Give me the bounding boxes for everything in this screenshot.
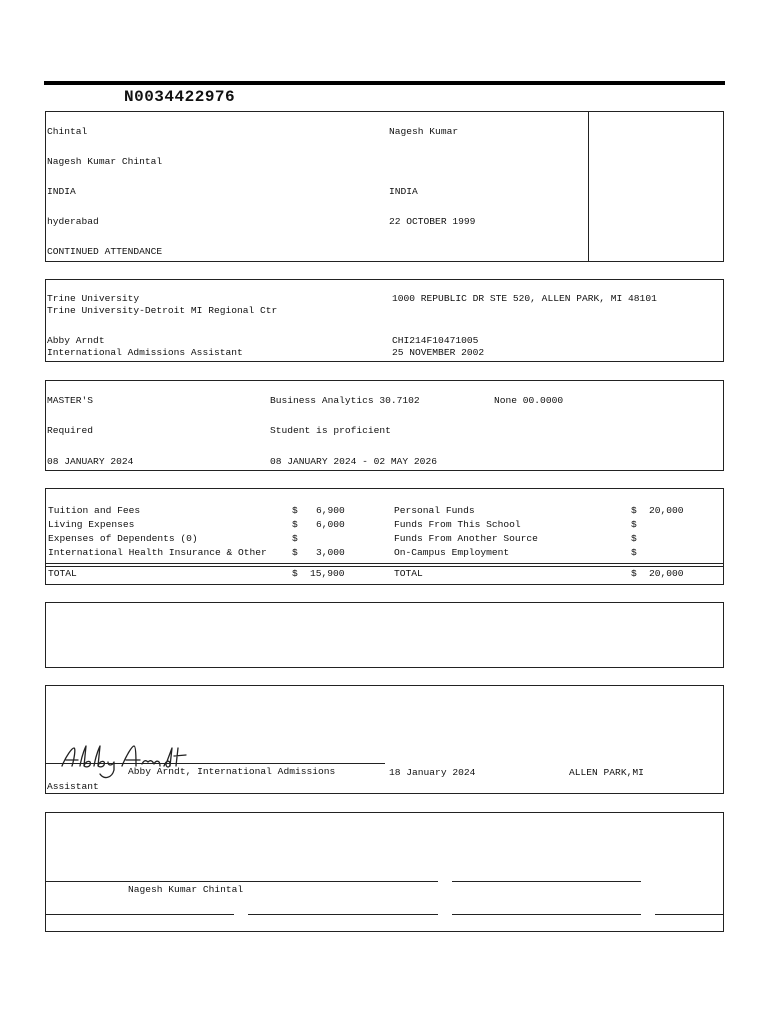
major-1: Business Analytics 30.7102 <box>270 395 420 406</box>
remarks-section <box>45 602 724 668</box>
program-dates: 08 JANUARY 2024 - 02 MAY 2026 <box>270 456 437 467</box>
expense-amount: 3,000 <box>316 547 345 558</box>
totals-rule-top <box>45 563 724 564</box>
school-name: Trine University <box>47 293 140 304</box>
funding-label: Funds From This School <box>394 519 521 530</box>
student-info-section <box>45 111 724 262</box>
country-of-birth: INDIA <box>47 186 76 197</box>
header-rule <box>44 81 725 85</box>
expense-amount: 6,000 <box>316 519 345 530</box>
funding-amount: 20,000 <box>649 505 684 516</box>
signer-title-continued: Assistant <box>47 781 99 792</box>
student-given-name: Nagesh Kumar <box>389 126 459 137</box>
dso-sign-place: ALLEN PARK,MI <box>569 767 644 778</box>
date-of-birth: 22 OCTOBER 1999 <box>389 216 476 227</box>
expense-currency: $ <box>292 533 298 544</box>
expense-currency: $ <box>292 519 298 530</box>
student-printed-name: Nagesh Kumar Chintal <box>128 884 244 895</box>
expense-currency: $ <box>292 547 298 558</box>
funding-currency: $ <box>631 505 637 516</box>
funding-label: On-Campus Employment <box>394 547 510 558</box>
parent-date-line <box>452 914 641 915</box>
dso-signature-line <box>45 763 385 764</box>
totals-rule-bottom <box>45 566 724 567</box>
expense-label: Tuition and Fees <box>48 505 141 516</box>
funding-total-amount: 20,000 <box>649 568 684 579</box>
major-2: None 00.0000 <box>494 395 564 406</box>
expenses-total-label: TOTAL <box>48 568 77 579</box>
parent-extra-line <box>655 914 724 915</box>
funding-total-currency: $ <box>631 568 637 579</box>
english-required: Required <box>47 425 94 436</box>
funding-currency: $ <box>631 519 637 530</box>
form-issue-reason: CONTINUED ATTENDANCE <box>47 246 163 257</box>
expense-currency: $ <box>292 505 298 516</box>
student-date-line <box>452 881 641 882</box>
photo-box-divider <box>588 111 589 262</box>
school-code: CHI214F10471005 <box>392 335 479 346</box>
funding-currency: $ <box>631 547 637 558</box>
expense-amount: 6,900 <box>316 505 345 516</box>
funding-label: Personal Funds <box>394 505 475 516</box>
expense-label: Living Expenses <box>48 519 135 530</box>
student-surname: Chintal <box>47 126 88 137</box>
report-date: 08 JANUARY 2024 <box>47 456 134 467</box>
expenses-total-currency: $ <box>292 568 298 579</box>
english-status: Student is proficient <box>270 425 391 436</box>
expenses-total-amount: 15,900 <box>310 568 345 579</box>
dso-title: International Admissions Assistant <box>47 347 243 358</box>
country-of-citizenship: INDIA <box>389 186 418 197</box>
student-full-name: Nagesh Kumar Chintal <box>47 156 163 167</box>
education-level: MASTER'S <box>47 395 94 406</box>
parent-signature-line <box>45 914 234 915</box>
expense-label: Expenses of Dependents (0) <box>48 533 198 544</box>
funding-currency: $ <box>631 533 637 544</box>
school-address: 1000 REPUBLIC DR STE 520, ALLEN PARK, MI 48101 <box>392 293 657 304</box>
signer-name-title: Abby Arndt, International Admissions <box>128 766 336 777</box>
approval-date: 25 NOVEMBER 2002 <box>392 347 485 358</box>
funding-total-label: TOTAL <box>394 568 423 579</box>
expense-label: International Health Insurance & Other <box>48 547 267 558</box>
city-of-birth: hyderabad <box>47 216 99 227</box>
school-campus: Trine University-Detroit MI Regional Ctr <box>47 305 278 316</box>
dso-date-signed: 18 January 2024 <box>389 767 476 778</box>
dso-name: Abby Arndt <box>47 335 105 346</box>
funding-label: Funds From Another Source <box>394 533 538 544</box>
sevis-id: N0034422976 <box>124 88 236 106</box>
student-signature-line <box>45 881 438 882</box>
parent-name-line <box>248 914 438 915</box>
